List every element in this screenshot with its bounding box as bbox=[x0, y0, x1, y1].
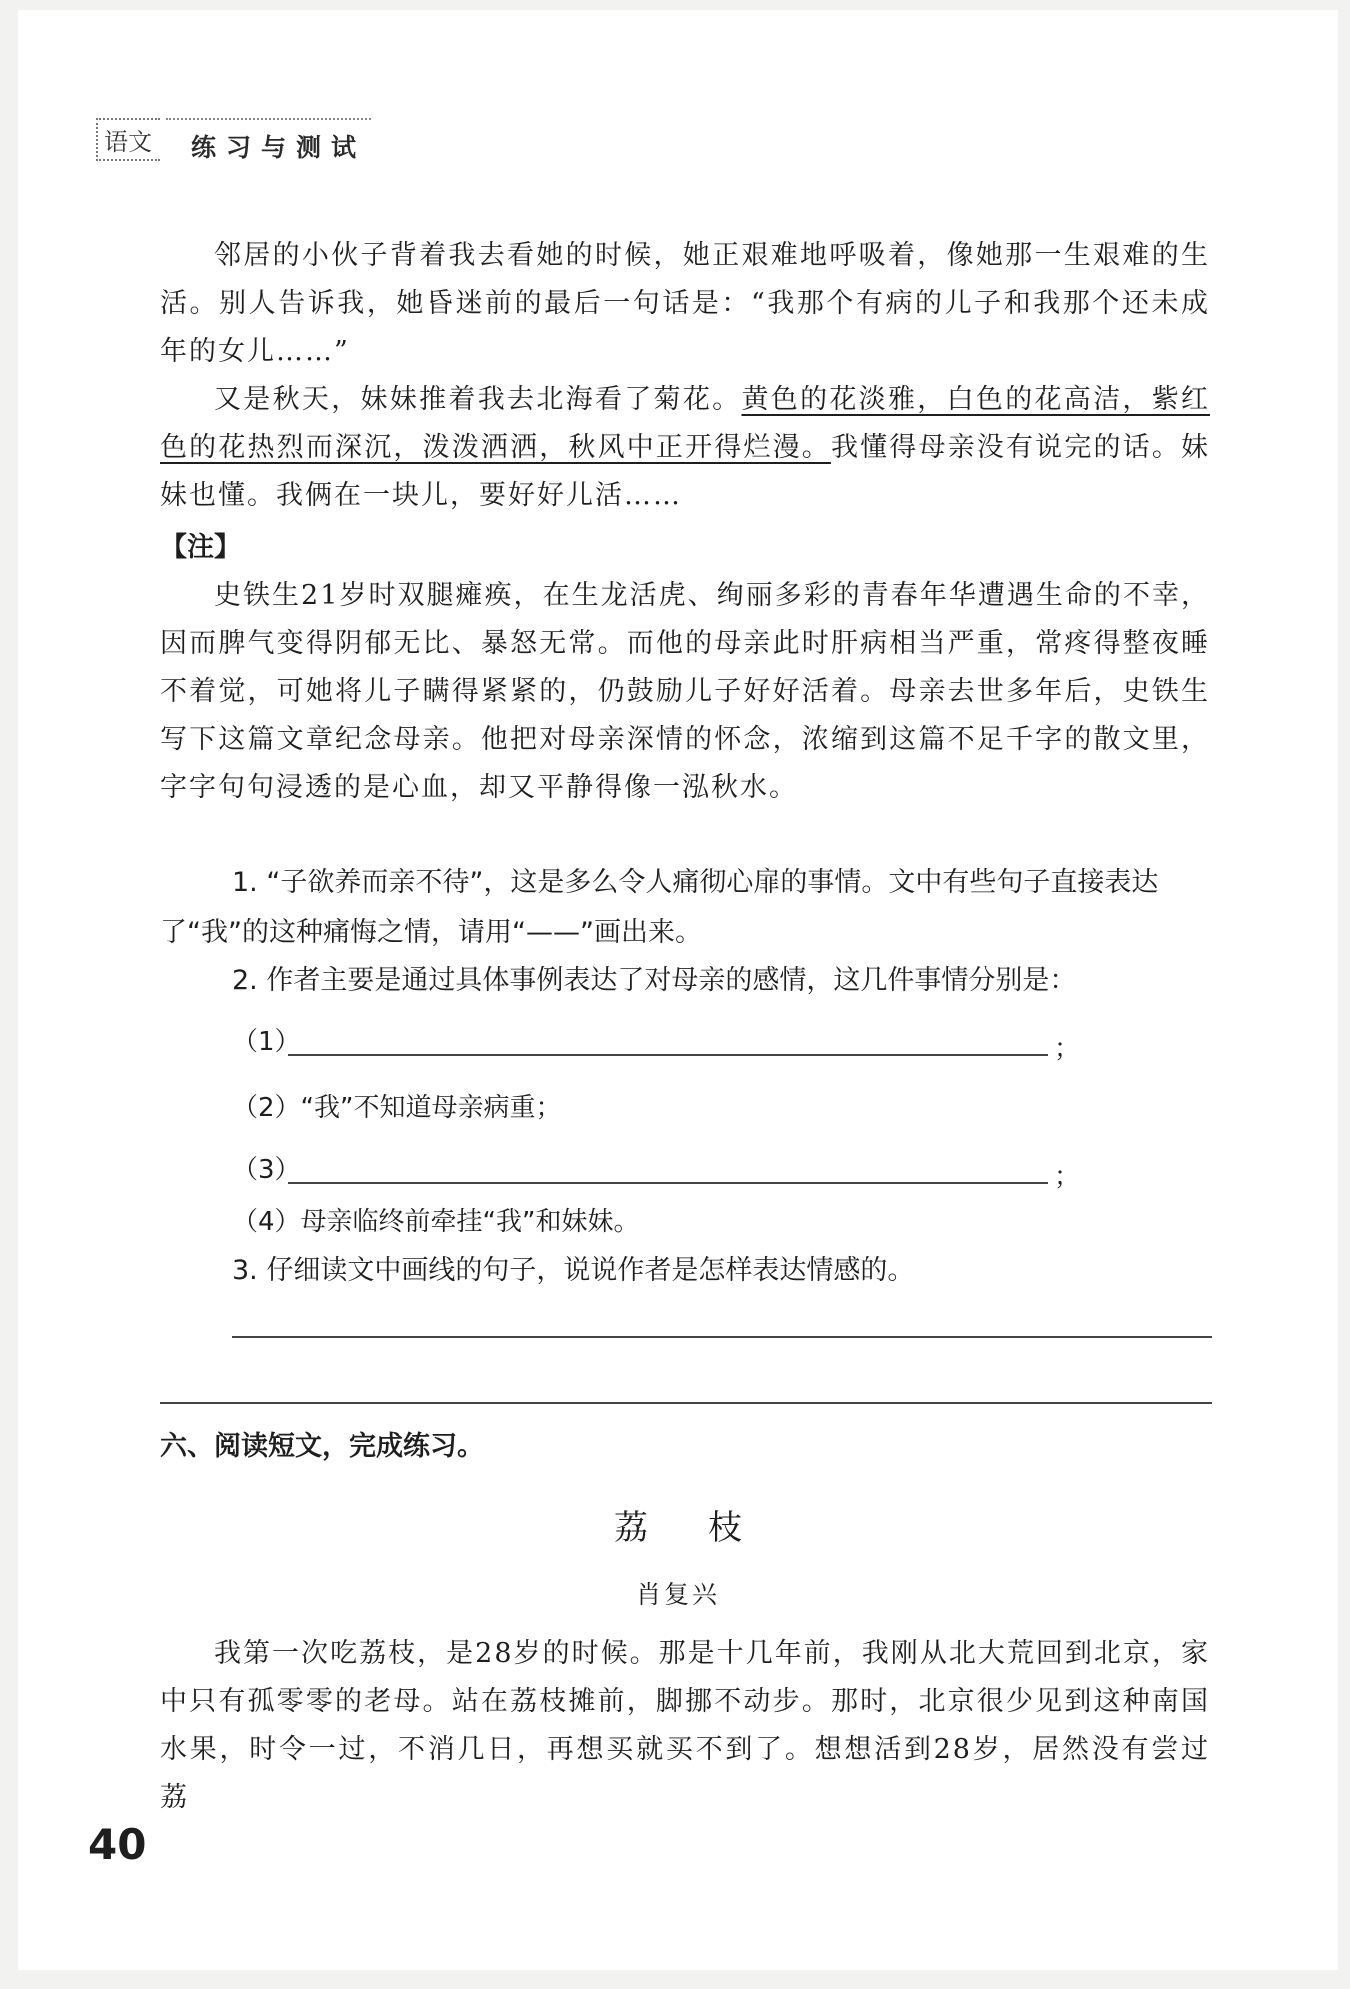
paragraph-text: 我懂得母亲没有说完的话。妹妹也懂。我俩在一块儿，要好好儿活…… bbox=[160, 432, 1211, 511]
semicolon: ； bbox=[1054, 1034, 1081, 1064]
note-heading: 【注】 bbox=[160, 532, 241, 563]
answer-label-3: （3） bbox=[232, 1155, 301, 1185]
story-title: 荔枝 bbox=[614, 1508, 802, 1548]
answer-item-4: （4）母亲临终前牵挂“我”和妹妹。 bbox=[232, 1207, 640, 1237]
question-3: 3. 仔细读文中画线的句子，说说作者是怎样表达情感的。 bbox=[232, 1255, 915, 1286]
passage-paragraph bbox=[160, 376, 1210, 520]
answer-blank-3[interactable] bbox=[288, 1182, 1048, 1184]
book-title: 练习与测试 bbox=[191, 133, 367, 162]
answer-line[interactable] bbox=[232, 1336, 1212, 1338]
answer-label-1: （1） bbox=[232, 1027, 301, 1057]
header-dotted-rule bbox=[166, 118, 371, 120]
answer-line[interactable] bbox=[160, 1402, 1212, 1404]
paragraph-text: 又是秋天，妹妹推着我去北海看了菊花。 bbox=[214, 384, 742, 415]
question-2: 2. 作者主要是通过具体事例表达了对母亲的感情，这几件事情分别是： bbox=[232, 965, 1077, 996]
page-number: 40 bbox=[88, 1820, 147, 1869]
semicolon: ； bbox=[1054, 1162, 1081, 1192]
story-paragraph: 我第一次吃荔枝，是28岁的时候。那是十几年前，我刚从北大荒回到北京，家中只有孤零零的老母。站在荔枝摊前，脚挪不动步。那时，北京很少见到这种南国水果，时令一过，不消几日，再想买就买不到了。想想活到28岁，居然没有尝过荔 bbox=[160, 1638, 1210, 1813]
story-author: 肖复兴 bbox=[635, 1580, 720, 1609]
passage-paragraph: 邻居的小伙子背着我去看她的时候，她正艰难地呼吸着，像她那一生艰难的生活。别人告诉我，她昏迷前的最后一句话是：“我那个有病的儿子和我那个还未成年的女儿……” bbox=[160, 240, 1210, 367]
workbook-page bbox=[18, 10, 1338, 1970]
underlined-sentence: 黄色的花淡雅，白色的花高洁，紫红色的花热烈而深沉，泼泼洒洒，秋风中正开得烂漫。 bbox=[160, 384, 1211, 463]
page-header bbox=[96, 110, 376, 160]
question-1: 1. “子欲养而亲不待”，这是多么令人痛彻心扉的事情。文中有些句子直接表达了“我”的这种痛悔之情，请用“——”画出来。 bbox=[160, 867, 1159, 948]
answer-blank-1[interactable] bbox=[288, 1054, 1048, 1056]
answer-item-2: （2）“我”不知道母亲病重； bbox=[232, 1093, 562, 1123]
section-title: 六、阅读短文，完成练习。 bbox=[160, 1431, 484, 1462]
note-paragraph: 史铁生21岁时双腿瘫痪，在生龙活虎、绚丽多彩的青春年华遭遇生命的不幸，因而脾气变得阴郁无比、暴怒无常。而他的母亲此时肝病相当严重，常疼得整夜睡不着觉，可她将儿子瞒得紧紧的，仍鼓励儿子好好活着。母亲去世多年后，史铁生写下这篇文章纪念母亲。他把对母亲深情的怀念，浓缩到这篇不足千字的散文里，字字句句浸透的是心血，却又平静得像一泓秋水。 bbox=[160, 580, 1210, 803]
subject-label: 语文 bbox=[96, 118, 160, 161]
